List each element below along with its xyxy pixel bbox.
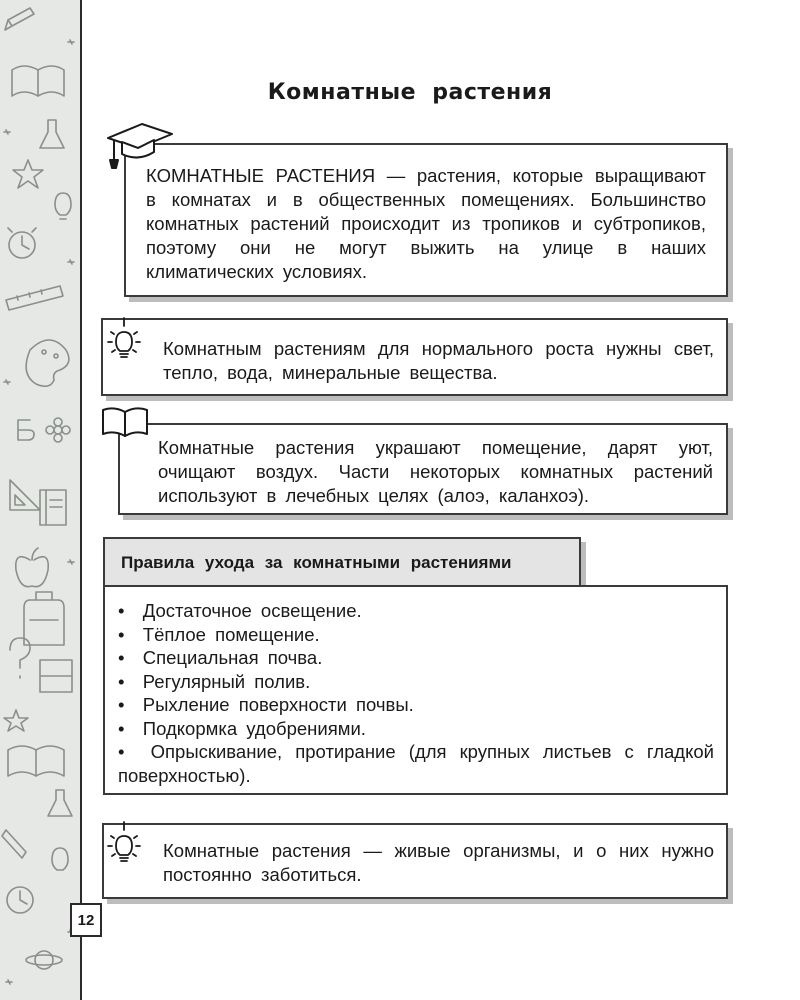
rules-list [118, 599, 714, 787]
conclusion-text: Комнатные растения — живые организмы, и о них нужно постоянно заботиться. [163, 840, 714, 885]
list-item: • Специальная почва. [118, 647, 323, 668]
list-item: • Подкормка удобрениями. [118, 717, 366, 739]
list-item: • Опрыскивание, протирание (для крупных листьев с гладкой поверхностью). [118, 741, 714, 786]
open-book-icon [100, 404, 150, 440]
list-item: • Достаточное освещение. [118, 600, 362, 621]
list-item: • Регулярный полив. [118, 670, 311, 692]
list-item: • Тёплое помещение. [118, 623, 320, 645]
school-doodles-pattern [0, 0, 80, 1000]
usage-text: Комнатные растения украшают помещение, дарят уют, очищают воздух. Части некоторых комнатных растений используют в лечебных целях (алоэ, каланхоэ). [158, 437, 713, 506]
doodle-sidebar [0, 0, 82, 1000]
needs-text: Комнатным растениям для нормального роста нужны свет, тепло, вода, минеральные вещества. [163, 338, 714, 383]
list-item: • Рыхление поверхности почвы. [118, 694, 414, 715]
page-number: 12 [70, 903, 102, 937]
light-bulb-icon [104, 316, 144, 370]
light-bulb-icon [104, 820, 144, 874]
page-title: Комнатные растения [267, 80, 553, 105]
rules-heading: Правила ухода за комнатными растениями [103, 537, 581, 587]
definition-text: КОМНАТНЫЕ РАСТЕНИЯ — растения, которые выращивают в комнатах и в общественных помещениях. Большинство комнатных растений происходит из тропиков и субтропиков, поэтому они не могут выжить на улице в наших климатических условиях. [146, 165, 706, 282]
